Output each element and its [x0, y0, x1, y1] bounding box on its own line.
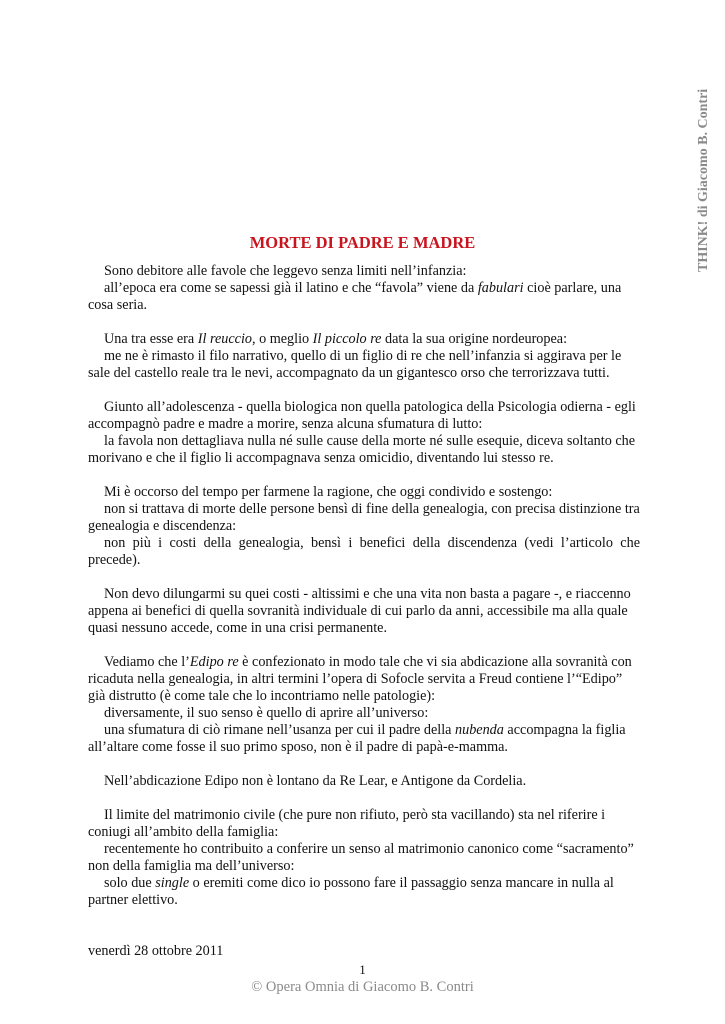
paragraph-line: non più i costi della genealogia, bensì i benefici della discendenza (vedi l’articolo che precede).	[88, 535, 640, 568]
paragraph-line: Non devo dilungarmi su quei costi - altissimi e che una vita non basta a pagare -, e riaccenno appena ai benefici di quella sovranità individuale di cui parlo da anni, accessibile ma alla quale quasi nessuno accede, come in una crisi permanente.	[88, 586, 631, 636]
paragraph-line: Giunto all’adolescenza - quella biologica non quella patologica della Psicologia odierna - egli accompagnò padre e madre a morire, senza alcuna sfumatura di lutto:	[88, 399, 636, 432]
italic-term: Il piccolo re	[312, 331, 382, 347]
paragraph-line: diversamente, il suo senso è quello di aprire all’universo:	[104, 705, 429, 721]
paragraph-line: Una tra esse era Il reuccio, o meglio Il piccolo re data la sua origine nordeuropea:	[104, 331, 568, 347]
side-running-title: THINK! di Giacomo B. Contri	[696, 88, 711, 272]
paragraph	[88, 484, 640, 569]
paragraph-line: Sono debitore alle favole che leggevo senza limiti nell’infanzia:	[104, 263, 467, 279]
paragraph-line: la favola non dettagliava nulla né sulle cause della morte né sulle esequie, diceva soltanto che morivano e che il figlio li accompagnava senza omicidio, diventando lui stesso re.	[88, 433, 636, 466]
article-body	[88, 263, 640, 960]
paragraph	[88, 654, 640, 756]
footer-copyright: © Opera Omnia di Giacomo B. Contri	[251, 979, 474, 995]
paragraph-line: solo due single o eremiti come dico io possono fare il passaggio senza mancare in nulla al partner elettivo.	[88, 875, 614, 908]
paragraph-line: Il limite del matrimonio civile (che pure non rifiuto, però sta vacillando) sta nel riferire i coniugi all’ambito della famiglia:	[88, 807, 606, 840]
paragraph-line: me ne è rimasto il filo narrativo, quello di un figlio di re che nell’infanzia si aggirava per le sale del castello reale tra le nevi, accompagnato da un gigantesco orso che terrorizzava tutti.	[88, 348, 622, 381]
paragraph-line: Mi è occorso del tempo per farmene la ragione, che oggi condivido e sostengo:	[104, 484, 553, 500]
italic-term: Il reuccio	[197, 331, 252, 347]
italic-term: single	[155, 875, 190, 891]
italic-term: fabulari	[477, 280, 524, 296]
paragraph	[88, 399, 640, 467]
italic-term: Edipo re	[189, 654, 239, 670]
paragraph-line: una sfumatura di ciò rimane nell’usanza per cui il padre della nubenda accompagna la figlia all’altare come fosse il suo primo sposo, non è il padre di papà-e-mamma.	[88, 722, 626, 755]
publication-date: venerdì 28 ottobre 2011	[88, 943, 224, 959]
paragraph-line: non si trattava di morte delle persone bensì di fine della genealogia, con precisa distinzione tra genealogia e discendenza:	[88, 501, 640, 534]
paragraph-line: Vediamo che l’Edipo re è confezionato in modo tale che vi sia abdicazione alla sovranità con ricaduta nella genealogia, in altri termini l’opera di Sofocle servita a Freud contiene l’“Edipo” già distrutto (è come tale che lo incontriamo nelle patologie):	[88, 654, 632, 704]
paragraph	[88, 331, 640, 382]
paragraph-line: Nell’abdicazione Edipo non è lontano da Re Lear, e Antigone da Cordelia.	[104, 773, 527, 789]
paragraph	[88, 773, 640, 790]
paragraph	[88, 586, 640, 637]
page-number: 1	[359, 962, 366, 977]
italic-term: nubenda	[455, 722, 504, 738]
paragraph-line: recentemente ho contribuito a conferire un senso al matrimonio canonico come “sacramento” non della famiglia ma dell’universo:	[88, 841, 634, 874]
paragraph	[88, 807, 640, 909]
paragraph-line: all’epoca era come se sapessi già il latino e che “favola” viene da fabulari cioè parlare, una cosa seria.	[88, 280, 622, 313]
page-title: MORTE DI PADRE E MADRE	[249, 233, 476, 252]
paragraph	[88, 263, 640, 314]
